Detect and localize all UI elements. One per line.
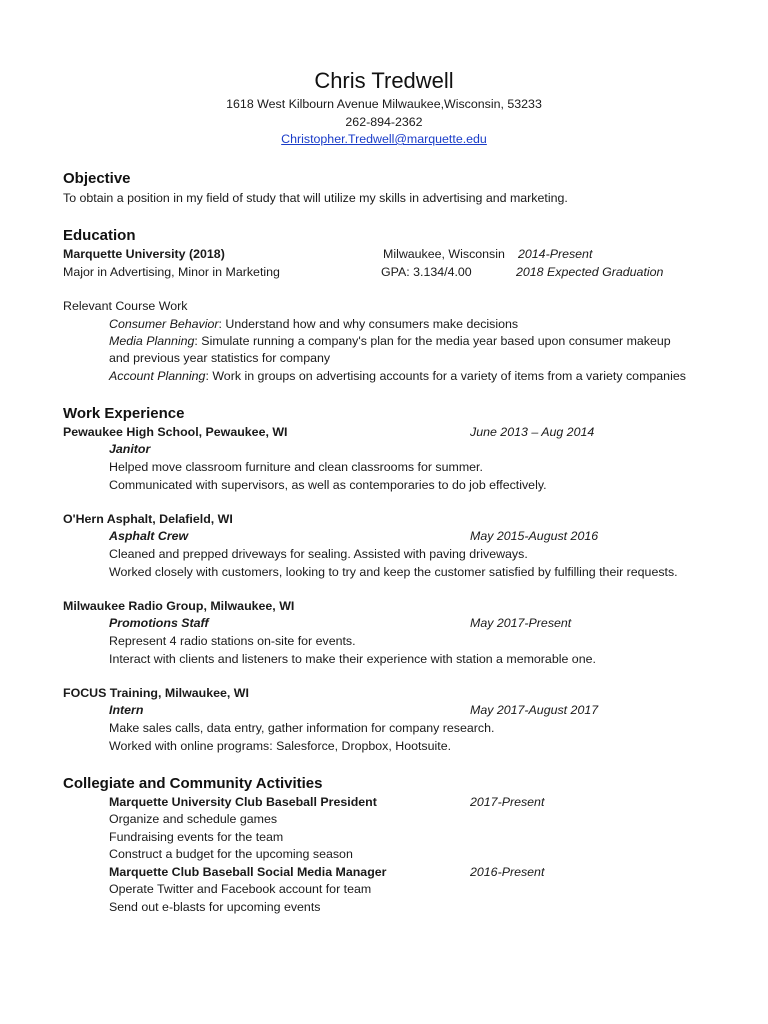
activity-item: Fundraising events for the team — [109, 830, 284, 844]
job-duty: Helped move classroom furniture and clean classrooms for summer. — [109, 460, 483, 474]
course-item — [109, 368, 686, 385]
activity-item: Send out e-blasts for upcoming events — [109, 900, 321, 914]
employer: Pewaukee High School, Pewaukee, WI — [63, 425, 288, 439]
course-desc: and previous year statistics for company — [109, 351, 331, 365]
job-role: Asphalt Crew — [109, 529, 189, 543]
activity-item: Construct a budget for the upcoming season — [109, 847, 353, 861]
activity-role: Marquette University Club Baseball President — [109, 795, 377, 809]
employer: Milwaukee Radio Group, Milwaukee, WI — [63, 599, 295, 613]
activity-dates: 2016-Present — [470, 865, 545, 879]
job-dates: May 2017-August 2017 — [470, 703, 599, 717]
job-role: Promotions Staff — [109, 616, 209, 630]
course-item — [109, 350, 330, 367]
course-desc: : Understand how and why consumers make decisions — [218, 317, 519, 331]
activities-heading: Collegiate and Community Activities — [63, 775, 323, 792]
school-location: Milwaukee, Wisconsin — [383, 247, 505, 261]
candidate-name: Chris Tredwell — [314, 68, 454, 93]
employer: FOCUS Training, Milwaukee, WI — [63, 686, 249, 700]
job-dates: May 2017-Present — [470, 616, 572, 630]
address: 1618 West Kilbourn Avenue Milwaukee,Wisconsin, 53233 — [226, 97, 542, 111]
activity-dates: 2017-Present — [470, 795, 545, 809]
job-duty: Worked closely with customers, looking to try and keep the customer satisfied by fulfilling their requests. — [109, 565, 678, 579]
course-desc: : Work in groups on advertising accounts for a variety of items from a variety companies — [205, 369, 686, 383]
job-duty: Worked with online programs: Salesforce, Dropbox, Hootsuite. — [109, 739, 452, 753]
gpa: GPA: 3.134/4.00 — [381, 265, 472, 279]
school-dates: 2014-Present — [518, 247, 593, 261]
job-dates: June 2013 – Aug 2014 — [470, 425, 595, 439]
employer: O'Hern Asphalt, Delafield, WI — [63, 512, 233, 526]
resume-header — [0, 66, 768, 149]
major: Major in Advertising, Minor in Marketing — [63, 265, 280, 279]
job-duty: Interact with clients and listeners to make their experience with station a memorable one. — [109, 652, 596, 666]
coursework-heading: Relevant Course Work — [63, 299, 188, 313]
objective-heading: Objective — [63, 170, 131, 187]
work-heading: Work Experience — [63, 405, 185, 422]
job-duty: Make sales calls, data entry, gather information for company research. — [109, 721, 495, 735]
course-name: Media Planning — [109, 334, 195, 348]
job-role: Janitor — [109, 442, 151, 456]
course-item — [109, 316, 518, 333]
job-duty: Represent 4 radio stations on-site for events. — [109, 634, 356, 648]
job-role: Intern — [109, 703, 144, 717]
course-name: Consumer Behavior — [109, 317, 219, 331]
activity-role: Marquette Club Baseball Social Media Manager — [109, 865, 387, 879]
email-link[interactable]: Christopher.Tredwell@marquette.edu — [281, 132, 487, 146]
phone: 262-894-2362 — [345, 114, 423, 129]
school-name: Marquette University (2018) — [63, 247, 225, 261]
course-name: Account Planning — [109, 369, 206, 383]
objective-text: To obtain a position in my field of study that will utilize my skills in advertising and marketing. — [63, 191, 568, 205]
course-desc: : Simulate running a company's plan for the media year based upon consumer makeup — [194, 334, 671, 348]
job-duty: Communicated with supervisors, as well as contemporaries to do job effectively. — [109, 478, 547, 492]
activity-item: Organize and schedule games — [109, 812, 278, 826]
graduation: 2018 Expected Graduation — [516, 265, 664, 279]
course-item — [109, 333, 671, 350]
education-heading: Education — [63, 227, 136, 244]
activity-item: Operate Twitter and Facebook account for team — [109, 882, 372, 896]
job-dates: May 2015-August 2016 — [470, 529, 599, 543]
job-duty: Cleaned and prepped driveways for sealing. Assisted with paving driveways. — [109, 547, 528, 561]
